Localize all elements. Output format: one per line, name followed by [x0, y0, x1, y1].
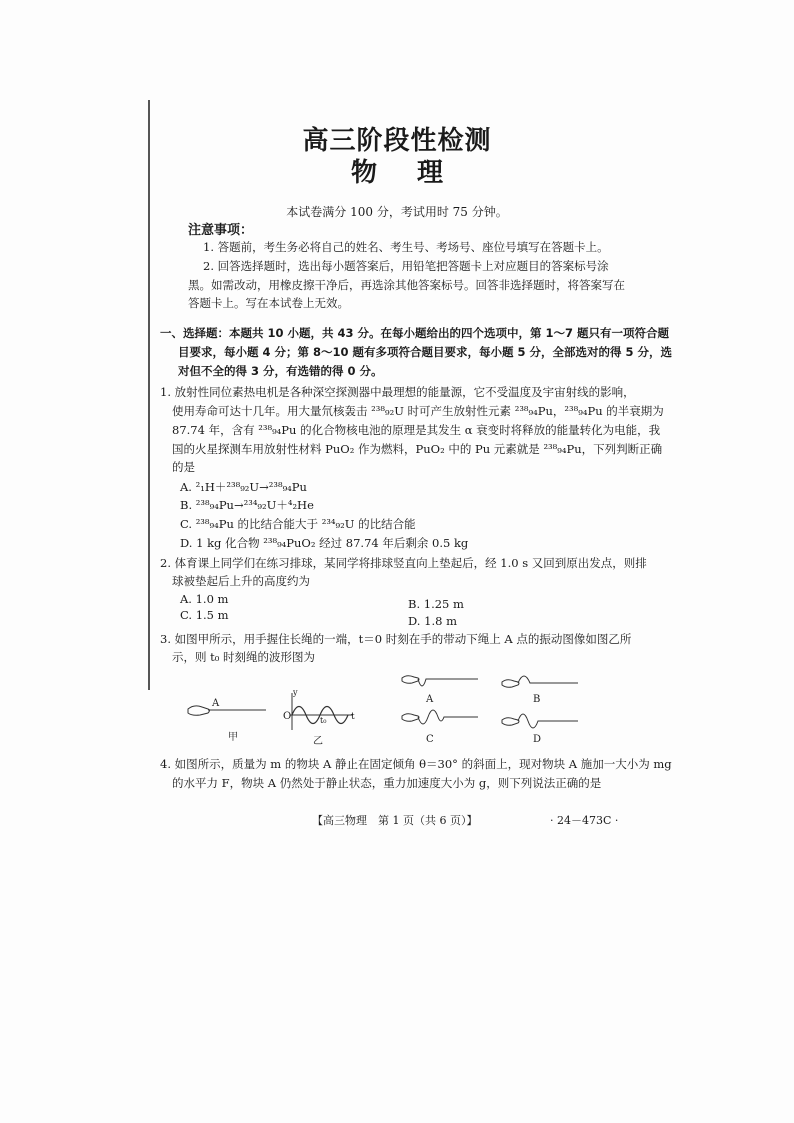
q2-line-2: 球被垫起后上升的高度约为 [172, 574, 310, 588]
wave-option-c [400, 708, 480, 736]
exam-info: 本试卷满分 100 分，考试用时 75 分钟。 [286, 205, 508, 219]
q4-line-1: 4. 如图所示，质量为 m 的物块 A 静止在固定倾角 θ＝30° 的斜面上，现对物块 A 施加一大小为 mg [160, 757, 672, 771]
q1-line-1: 1. 放射性同位素热电机是各种深空探测器中最理想的能量源，它不受温度及宇宙射线的影响， [160, 385, 635, 399]
footer-page-info: 【高三物理 第 1 页（共 6 页）】 [312, 814, 478, 827]
notice-line-1: 1. 答题前，考生务必将自己的姓名、考生号、考场号、座位号填写在答题卡上。 [203, 240, 609, 254]
fig-yi-label: 乙 [313, 736, 323, 747]
notice-title: 注意事项： [188, 223, 254, 238]
q3-line-1: 3. 如图甲所示，用手握住长绳的一端，t＝0 时刻在手的带动下绳上 A 点的振动图像如图乙所 [160, 632, 632, 646]
origin-label: O [283, 711, 292, 722]
q1-line-5: 的是 [172, 460, 195, 474]
q1-line-3: 87.74 年，含有 ²³⁸₉₄Pu 的化合物核电池的原理是其发生 α 衰变时将释放的能量转化为电能，我 [172, 423, 661, 437]
t-axis-label: t [351, 712, 355, 722]
q4-line-2: 的水平力 F，物块 A 仍然处于静止状态，重力加速度大小为 g，则下列说法正确的是 [172, 776, 602, 790]
exam-title: 高三阶段性检测 [302, 126, 492, 156]
q1-option-b: B. ²³⁸₉₄Pu→²³⁴₉₂U＋⁴₂He [180, 498, 314, 512]
y-axis-label: y [293, 688, 298, 697]
t0-label: t₀ [320, 716, 327, 725]
q1-option-d: D. 1 kg 化合物 ²³⁸₉₄PuO₂ 经过 87.74 年后剩余 0.5 kg [180, 536, 469, 550]
footer-code: · 24－473C · [550, 814, 619, 827]
option-b-label: B [533, 694, 541, 705]
q1-line-4: 国的火星探测车用放射性材料 PuO₂ 作为燃料，PuO₂ 中的 Pu 元素就是 ²³⁸₉₄Pu，下列判断正确 [172, 442, 663, 456]
q2-option-d: D. 1.8 m [408, 614, 457, 628]
q1-option-a: A. ²₁H＋²³⁸₉₂U→²³⁸₉₄Pu [180, 480, 307, 494]
notice-line-2: 2. 回答选择题时，选出每小题答案后，用铅笔把答题卡上对应题目的答案标号涂 [203, 259, 609, 273]
q2-line-1: 2. 体育课上同学们在练习排球，某同学将排球竖直向上垫起后，经 1.0 s 又回到原出发点，则排 [160, 556, 647, 570]
option-c-label: C [426, 734, 434, 745]
q2-option-a: A. 1.0 m [180, 592, 229, 606]
option-d-label: D [533, 734, 542, 745]
fig-jia-label: 甲 [228, 732, 238, 743]
point-a-label: A [212, 698, 220, 709]
exam-subject: 物理 [350, 158, 483, 188]
q1-option-c: C. ²³⁸₉₄Pu 的比结合能大于 ²³⁴₉₂U 的比结合能 [180, 517, 416, 531]
option-a-label: A [426, 694, 434, 705]
notice-line-3: 黑。如需改动，用橡皮擦干净后，再选涂其他答案标号。回答非选择题时，将答案写在 [188, 278, 625, 292]
section1-line-1: 一、选择题：本题共 10 小题，共 43 分。在每小题给出的四个选项中，第 1～7 题只有一项符合题 [160, 326, 670, 340]
q1-line-2: 使用寿命可达十几年。用大量氘核轰击 ²³⁸₉₂U 时可产生放射性元素 ²³⁸₉₄Pu，²³⁸₉₄Pu 的半衰期为 [172, 404, 664, 418]
q2-option-c: C. 1.5 m [180, 608, 229, 622]
wave-option-a [400, 670, 480, 696]
wave-option-d [500, 708, 580, 736]
wave-option-b [500, 670, 580, 696]
notice-line-4: 答题卡上。写在本试卷上无效。 [188, 296, 349, 310]
q2-option-b: B. 1.25 m [408, 597, 464, 611]
section1-line-2: 目要求，每小题 4 分；第 8～10 题有多项符合题目要求，每小题 5 分，全部选对的得 5 分，选 [178, 345, 673, 359]
section1-line-3: 对但不全的得 3 分，有选错的得 0 分。 [178, 364, 383, 378]
q3-line-2: 示，则 t₀ 时刻绳的波形图为 [172, 650, 316, 664]
